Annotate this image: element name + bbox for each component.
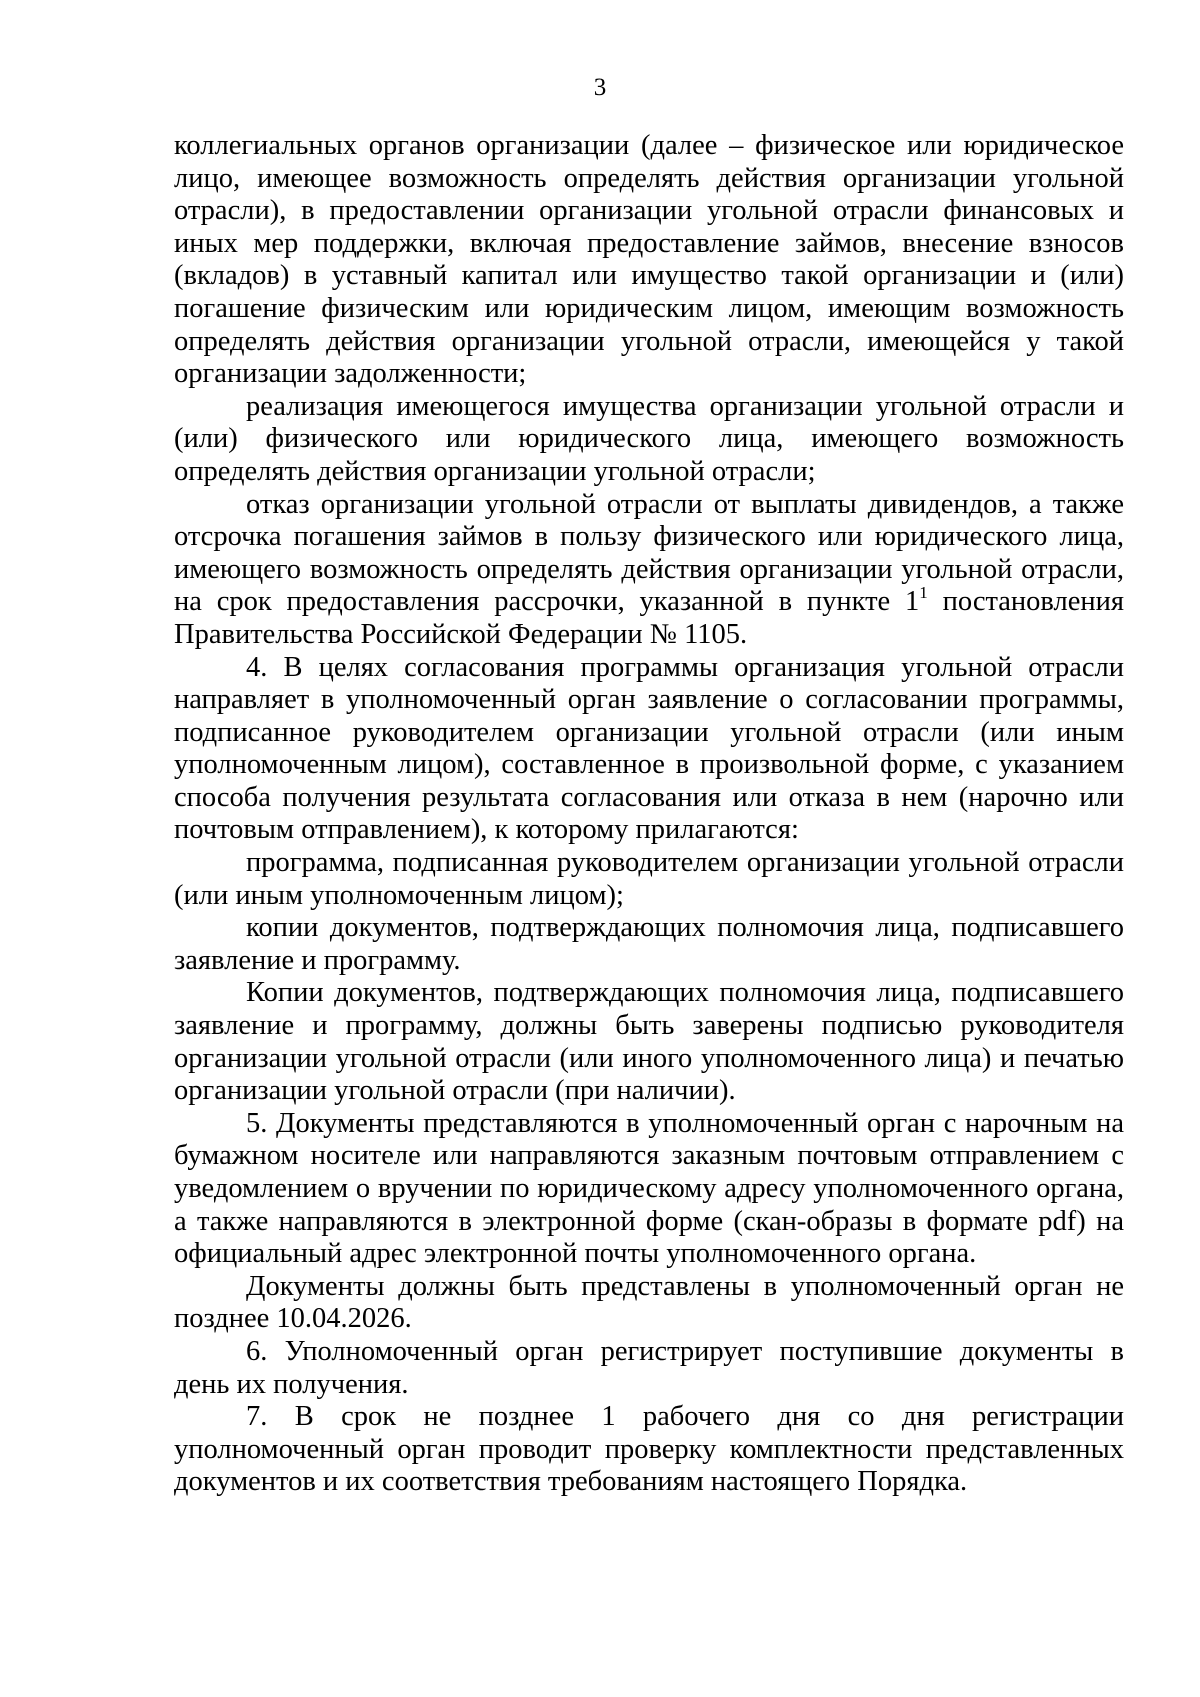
paragraph-deadline: Документы должны быть представлены в уполномоченный орган не позднее 10.04.2026. <box>174 1270 1124 1335</box>
paragraph-item-4: 4. В целях согласования программы организация угольной отрасли направляет в уполномоченный орган заявление о согласовании программы, подписанное руководителем организации угольной отрасли (или иным уполномоченным лицом), составленное в произвольной форме, с указанием способа получения результата согласования или отказа в нем (нарочно или почтовым отправлением), к которому прилагаются: <box>174 651 1124 846</box>
paragraph-item-5: 5. Документы представляются в уполномоченный орган с нарочным на бумажном носителе или направляются заказным почтовым отправлением с уведомлением о вручении по юридическому адресу уполномоченного органа, а также направляются в электронной форме (скан-образы в формате pdf) на официальный адрес электронной почты уполномоченного органа. <box>174 1107 1124 1270</box>
paragraph-property-sale: реализация имеющегося имущества организации угольной отрасли и (или) физического или юридического лица, имеющего возможность определять действия организации угольной отрасли; <box>174 390 1124 487</box>
paragraph-dividends-refusal <box>174 489 1124 652</box>
paragraph-copies: копии документов, подтверждающих полномочия лица, подписавшего заявление и программу. <box>174 912 1124 976</box>
paragraph-program: программа, подписанная руководителем организации угольной отрасли (или иным уполномоченным лицом); <box>174 847 1124 911</box>
page-number: 3 <box>593 74 607 101</box>
paragraph-certification: Копии документов, подтверждающих полномочия лица, подписавшего заявление и программу, должны быть заверены подписью руководителя организации угольной отрасли (или иного уполномоченного лица) и печатью организации угольной отрасли (при наличии). <box>174 977 1124 1107</box>
document-body <box>174 130 1124 1499</box>
paragraph-dividends-text: отказ организации угольной отрасли от выплаты дивидендов, а также отсрочка погашения займов в пользу физического или юридического лица, имеющего возможность определять действия организации угольной отрасли, на срок предоставления рассрочки, указанной в пункте 1 <box>174 488 1124 618</box>
paragraph-item-6: 6. Уполномоченный орган регистрирует поступившие документы в день их получения. <box>174 1335 1124 1400</box>
footnote-superscript: 1 <box>919 583 928 603</box>
paragraph-item-7: 7. В срок не позднее 1 рабочего дня со дня регистрации уполномоченный орган проводит проверку комплектности представленных документов и их соответствия требованиям настоящего Порядка. <box>174 1401 1124 1498</box>
paragraph-dividends-tail: постановления Правительства Российской Федерации № 1105. <box>174 586 1124 650</box>
paragraph-continuation: коллегиальных органов организации (далее – физическое или юридическое лицо, имеющее возможность определять действия организации угольной отрасли), в предоставлении организации угольной отрасли финансовых и иных мер поддержки, включая предоставление займов, внесение взносов (вкладов) в уставный капитал или имущество такой организации и (или) погашение физическим или юридическим лицом, имеющим возможность определять действия организации угольной отрасли, имеющейся у такой организации задолженности; <box>174 130 1124 390</box>
